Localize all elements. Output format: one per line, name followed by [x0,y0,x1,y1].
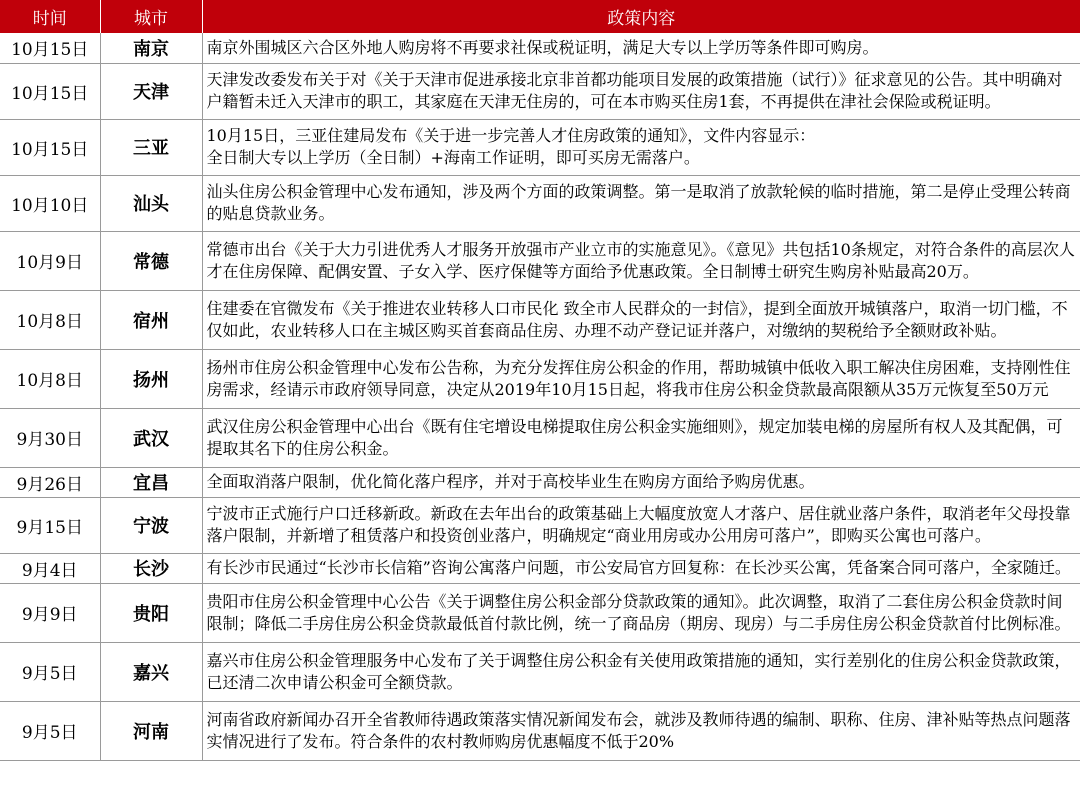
table-row [0,175,1080,231]
table-body [0,33,1080,760]
table-row [0,642,1080,701]
table-row [0,63,1080,119]
date-cell: 10月9日 [0,231,100,290]
date-cell: 10月15日 [0,33,100,63]
city-cell: 天津 [100,63,202,119]
policy-content-line: 武汉住房公积金管理中心出台《既有住宅增设电梯提取住房公积金实施细则》，规定加装电梯的房屋所有权人及其配偶，可 [206,416,1063,436]
table-row [0,408,1080,467]
policy-content-line: 住建委在官微发布《关于推进农业转移人口市民化 致全市人民群众的一封信》，提到全面放开城镇落户，取消一切门槛，不 [206,298,1068,318]
policy-content-line: 常德市出台《关于大力引进优秀人才服务开放强市产业立市的实施意见》。《意见》共包括10条规定，对符合条件的高层次人 [206,239,1075,259]
header-content: 政策内容 [202,0,1080,33]
policy-content-cell [202,33,1080,63]
policy-content-cell [202,63,1080,119]
policy-content-line: 10月15日，三亚住建局发布《关于进一步完善人才住房政策的通知》，文件内容显示： [206,126,816,145]
policy-content-line: 嘉兴市住房公积金管理服务中心发布了关于调整住房公积金有关使用政策措施的通知，实行差别化的住房公积金贷款政策， [206,650,1071,670]
table-row [0,701,1080,760]
table-row [0,231,1080,290]
policy-content-line: 户籍暂未迁入天津市的职工，其家庭在天津无住房的，可在本市购买住房1套，不再提供在津社会保险或税证明。 [206,92,1001,111]
policy-content-line: 河南省政府新闻办召开全省教师待遇政策落实情况新闻发布会，就涉及教师待遇的编制、职称、住房、津补贴等热点问题落 [206,709,1071,729]
policy-content-line: 全日制大专以上学历（全日制）+海南工作证明，即可买房无需落户。 [206,148,700,167]
city-cell: 南京 [100,33,202,63]
policy-content-line: 的贴息贷款业务。 [206,204,335,223]
policy-content-line: 南京外围城区六合区外地人购房将不再要求社保或税证明，满足大专以上学历等条件即可购房。 [206,37,879,57]
policy-content-cell [202,553,1080,583]
city-cell: 三亚 [100,119,202,175]
date-cell: 9月15日 [0,497,100,553]
city-cell: 宜昌 [100,467,202,497]
table-row [0,583,1080,642]
table-row [0,33,1080,63]
policy-content-cell [202,467,1080,497]
city-cell: 常德 [100,231,202,290]
table-row [0,497,1080,553]
date-cell: 9月30日 [0,408,100,467]
date-cell: 10月8日 [0,349,100,408]
date-cell: 9月5日 [0,642,100,701]
policy-content-line: 全面取消落户限制，优化简化落户程序，并对于高校毕业生在购房方面给予购房优惠。 [206,472,815,491]
header-date: 时间 [0,0,100,33]
policy-content-line: 贵阳市住房公积金管理中心公告《关于调整住房公积金部分贷款政策的通知》。此次调整，取消了二套住房公积金贷款时间 [206,591,1063,611]
header-row [0,0,1080,33]
table-row [0,467,1080,497]
policy-content-cell [202,290,1080,349]
date-cell: 10月15日 [0,119,100,175]
city-cell: 嘉兴 [100,642,202,701]
policy-content-line: 已还清二次申请公积金可全额贷款。 [206,672,463,692]
date-cell: 10月8日 [0,290,100,349]
policy-content-line: 限制；降低二手房住房公积金贷款最低首付款比例，统一了商品房（期房、现房）与二手房住房公积金贷款首付比例标准。 [206,613,1071,633]
policy-content-line: 仅如此，农业转移人口在主城区购买首套商品住房、办理不动产登记证并落户，对缴纳的契税给予全额财政补贴。 [206,320,1007,340]
policy-content-cell [202,642,1080,701]
policy-content-cell [202,349,1080,408]
city-cell: 宁波 [100,497,202,553]
date-cell: 9月9日 [0,583,100,642]
policy-content-cell [202,231,1080,290]
policy-content-line: 天津发改委发布关于对《关于天津市促进承接北京非首都功能项目发展的政策措施（试行）》征求意见的公告。其中明确对 [206,70,1063,89]
policy-content-cell [202,497,1080,553]
policy-content-cell [202,119,1080,175]
policy-content-line: 汕头住房公积金管理中心发布通知，涉及两个方面的政策调整。第一是取消了放款轮候的临时措施，第二是停止受理公转商 [206,182,1071,201]
date-cell: 10月10日 [0,175,100,231]
header-city: 城市 [100,0,202,33]
table-row [0,553,1080,583]
policy-content-line: 落户限制，并新增了租赁落户和投资创业落户，明确规定“商业用房或办公用房可落户”，即购买公寓也可落户。 [206,526,991,545]
policy-content-line: 扬州市住房公积金管理中心发布公告称，为充分发挥住房公积金的作用，帮助城镇中低收入职工解决住房困难，支持刚性住 [206,357,1071,377]
date-cell: 9月5日 [0,701,100,760]
policy-content-line: 房需求，经请示市政府领导同意，决定从2019年10月15日起，将我市住房公积金贷款最高限额从35万元恢复至50万元 [206,379,1049,399]
city-cell: 贵阳 [100,583,202,642]
city-cell: 武汉 [100,408,202,467]
date-cell: 10月15日 [0,63,100,119]
policy-content-line: 有长沙市民通过“长沙市长信箱”咨询公寓落户问题，市公安局官方回复称：在长沙买公寓，凭备案合同可落户，全家随迁。 [206,558,1071,577]
city-cell: 长沙 [100,553,202,583]
policy-content-cell [202,583,1080,642]
policy-content-line: 才在住房保障、配偶安置、子女入学、医疗保健等方面给予优惠政策。全日制博士研究生购房补贴最高20万。 [206,261,979,281]
city-cell: 宿州 [100,290,202,349]
policy-content-line: 实情况进行了发布。符合条件的农村教师购房优惠幅度不低于20% [206,731,675,751]
city-cell: 河南 [100,701,202,760]
policy-content-line: 宁波市正式施行户口迁移新政。新政在去年出台的政策基础上大幅度放宽人才落户、居住就业落户条件，取消老年父母投靠 [206,504,1071,523]
city-cell: 汕头 [100,175,202,231]
city-cell: 扬州 [100,349,202,408]
date-cell: 9月26日 [0,467,100,497]
date-cell: 9月4日 [0,553,100,583]
table-header [0,0,1080,33]
policy-content-cell [202,175,1080,231]
table-row [0,119,1080,175]
policy-content-cell [202,408,1080,467]
table-row [0,290,1080,349]
table-row [0,349,1080,408]
policy-content-cell [202,701,1080,760]
policy-content-line: 提取其名下的住房公积金。 [206,438,399,458]
